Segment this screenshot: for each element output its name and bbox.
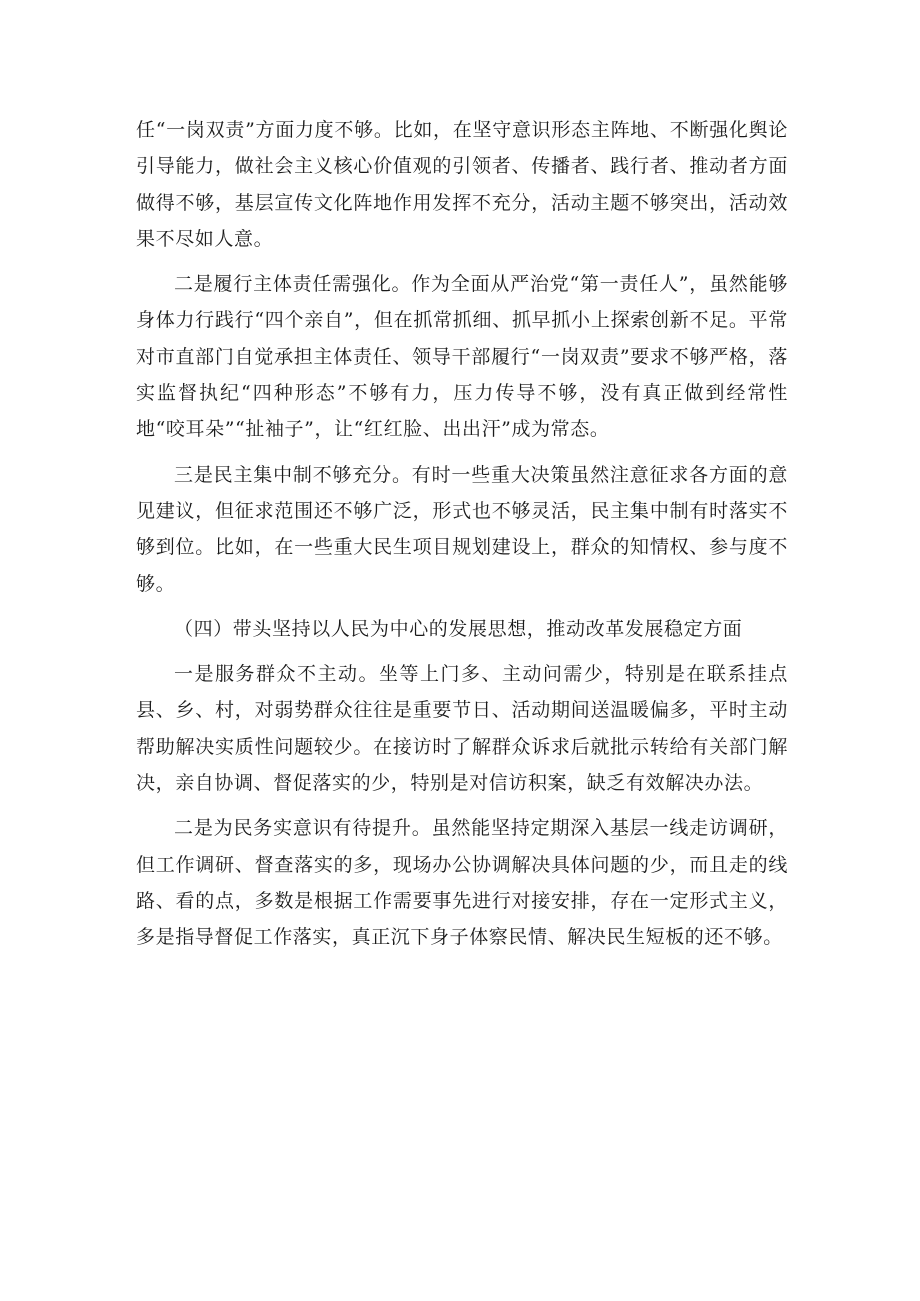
paragraph-serve-masses: 一是服务群众不主动。坐等上门多、主动问需少，特别是在联系挂点县、乡、村，对弱势群众往往是重要节日、活动期间送温暖偏多，平时主动帮助解决实质性问题较少。在接访时了解群众诉求后就批示转给有关部门解决，亲自协调、督促落实的少，特别是对信访积案，缺乏有效解决办法。 [136,663,788,795]
paragraph-main-responsibility: 二是履行主体责任需强化。作为全面从严治党“第一责任人”，虽然能够身体力行践行“四个亲自”，但在抓常抓细、抓早抓小上探索创新不足。平常对市直部门自觉承担主体责任、领导干部履行“一岗双责”要求不够严格，落实监督执纪“四种形态”不够有力，压力传导不够，没有真正做到经常性地“咬耳朵”“扯袖子”，让“红红脸、出出汗”成为常态。 [136,273,788,441]
paragraph-gap [136,448,788,457]
section-heading: （四）带头坚持以人民为中心的发展思想，推动改革发展稳定方面 [174,617,743,640]
paragraph-pragmatic-awareness: 二是为民务实意识有待提升。虽然能坚持定期深入基层一线走访调研，但工作调研、督查落实的多，现场办公协调解决具体问题的少，而且走的线路、看的点，多数是根据工作需要事先进行对接安排，存在一定形式主义，多是指导督促工作落实，真正沉下身子体察民情、解决民生短板的还不够。 [136,817,788,949]
document-body [136,112,788,956]
paragraph-democratic-centralism: 三是民主集中制不够充分。有时一些重大决策虽然注意征求各方面的意见建议，但征求范围还不够广泛，形式也不够灵活，民主集中制有时落实不够到位。比如，在一些重大民生项目规划建设上，群众的知情权、参与度不够。 [136,463,788,595]
paragraph-continuation: 任“一岗双责”方面力度不够。比如，在坚守意识形态主阵地、不断强化舆论引导能力，做社会主义核心价值观的引领者、传播者、践行者、推动者方面做得不够，基层宣传文化阵地作用发挥不充分，活动主题不够突出，活动效果不尽如人意。 [136,119,788,250]
paragraph-gap [136,647,788,656]
paragraph-gap [136,602,788,611]
paragraph-gap [136,257,788,266]
paragraph-gap [136,801,788,810]
